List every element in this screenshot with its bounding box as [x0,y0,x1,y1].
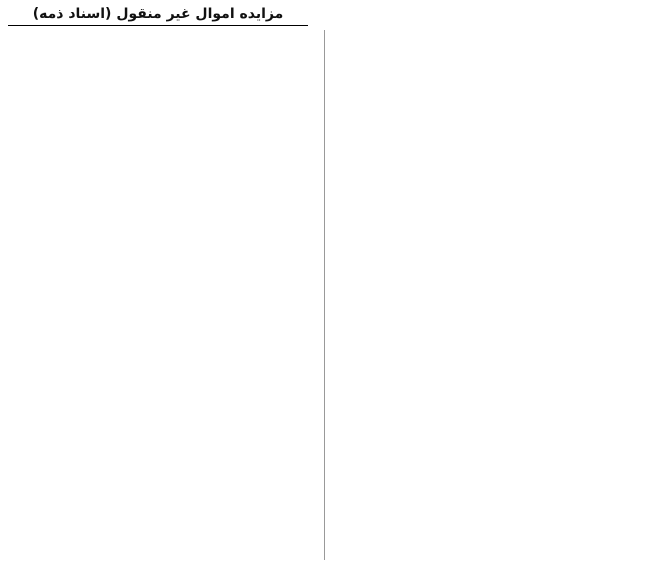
notice-column-left [8,30,316,560]
notice-column-right [333,30,641,560]
notice-body [8,30,640,560]
column-divider [324,30,325,560]
notice-title: مزایده اموال غیر منقول (اسناد ذمه) [8,6,308,26]
